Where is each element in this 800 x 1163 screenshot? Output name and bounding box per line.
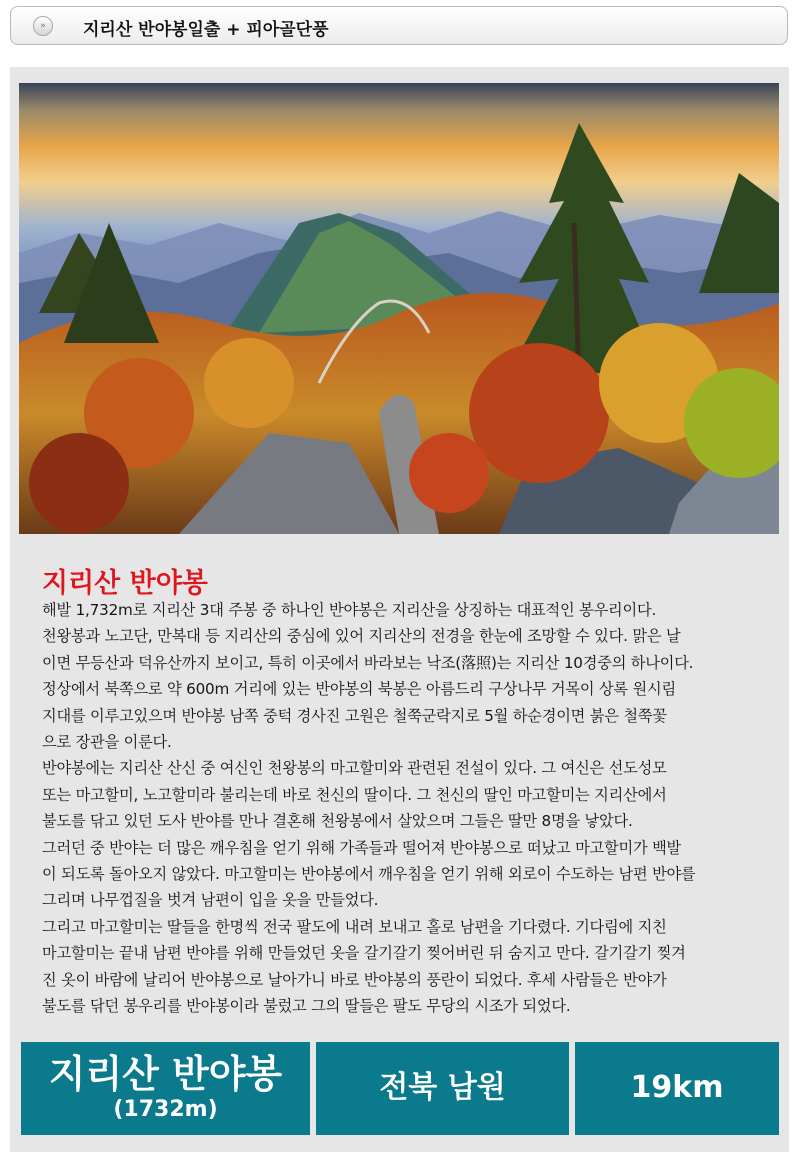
body-line: 정상에서 북쪽으로 약 600m 거리에 있는 반야봉의 북봉은 아름드리 구상나무 거목이 상록 원시림	[42, 680, 676, 699]
distance-value: 19km	[630, 1070, 724, 1105]
article-heading: 지리산 반야봉	[42, 568, 208, 599]
body-line: 지대를 이루고있으며 반야봉 남쪽 중턱 경사진 고원은 철쭉군락지로 5월 하순경이면 붉은 철쭉꽃	[42, 706, 667, 725]
page-title: 지리산 반야봉일출 + 피아골단풍	[83, 20, 329, 40]
body-line: 마고할미는 끝내 남편 반야를 위해 만들었던 옷을 갈기갈기 찢어버린 뒤 숨지고 만다. 갈기갈기 찢겨	[42, 944, 686, 963]
body-line: 그러던 중 반야는 더 많은 깨우침을 얻기 위해 가족들과 떨어져 반야봉으로 떠났고 마고할미가 백발	[42, 838, 682, 857]
body-line: 진 옷이 바람에 날리어 반야봉으로 날아가니 바로 반야봉의 풍란이 되었다. 후세 사람들은 반야가	[42, 970, 667, 989]
body-line: 해발 1,732m로 지리산 3대 주봉 중 하나인 반야봉은 지리산을 상징하는 대표적인 봉우리이다.	[42, 601, 657, 619]
double-chevron-icon: »	[33, 16, 53, 36]
body-line: 이면 무등산과 덕유산까지 보이고, 특히 이곳에서 바라보는 낙조(落照)는 지리산 10경중의 하나이다.	[42, 653, 694, 672]
body-line: 반야봉에는 지리산 산신 중 여신인 천왕봉의 마고할미와 관련된 전설이 있다. 그 여신은 선도성모	[42, 759, 667, 778]
info-row	[21, 1042, 779, 1135]
body-line: 으로 장관을 이룬다.	[42, 733, 172, 752]
content-panel	[10, 67, 789, 1152]
body-line: 이 되도록 돌아오지 않았다. 마고할미는 반야봉에서 깨우침을 얻기 위해 외로이 수도하는 남편 반야를	[42, 865, 696, 884]
body-line: 천왕봉과 노고단, 만복대 등 지리산의 중심에 있어 지리산의 전경을 한눈에 조망할 수 있다. 맑은 날	[42, 627, 681, 646]
distance-cell	[575, 1042, 779, 1135]
region-value: 전북 남원	[379, 1070, 506, 1105]
body-line: 불도를 닦고 있던 도사 반야를 만나 결혼해 천왕봉에서 살았으며 그들은 딸만 8명을 낳았다.	[42, 812, 633, 831]
body-line: 또는 마고할미, 노고할미라 불리는데 바로 천신의 딸이다. 그 천신의 딸인 마고할미는 지리산에서	[42, 785, 667, 804]
mountain-name: 지리산 반야봉	[48, 1052, 283, 1096]
mountain-name-cell	[21, 1042, 310, 1135]
body-line: 불도를 닦던 봉우리를 반야봉이라 불렀고 그의 딸들은 팔도 무당의 시조가 되었다.	[42, 997, 571, 1016]
article-body	[42, 597, 777, 1020]
body-line: 그리고 마고할미는 딸들을 한명씩 전국 팔도에 내려 보내고 홀로 남편을 기다렸다. 기다림에 지친	[42, 917, 667, 936]
region-cell	[316, 1042, 569, 1135]
mountain-elevation: (1732m)	[113, 1097, 218, 1122]
title-bar	[10, 6, 788, 45]
body-line: 그리며 나무껍질을 벗겨 남편이 입을 옷을 만들었다.	[42, 891, 379, 910]
landscape-photo	[19, 83, 779, 534]
